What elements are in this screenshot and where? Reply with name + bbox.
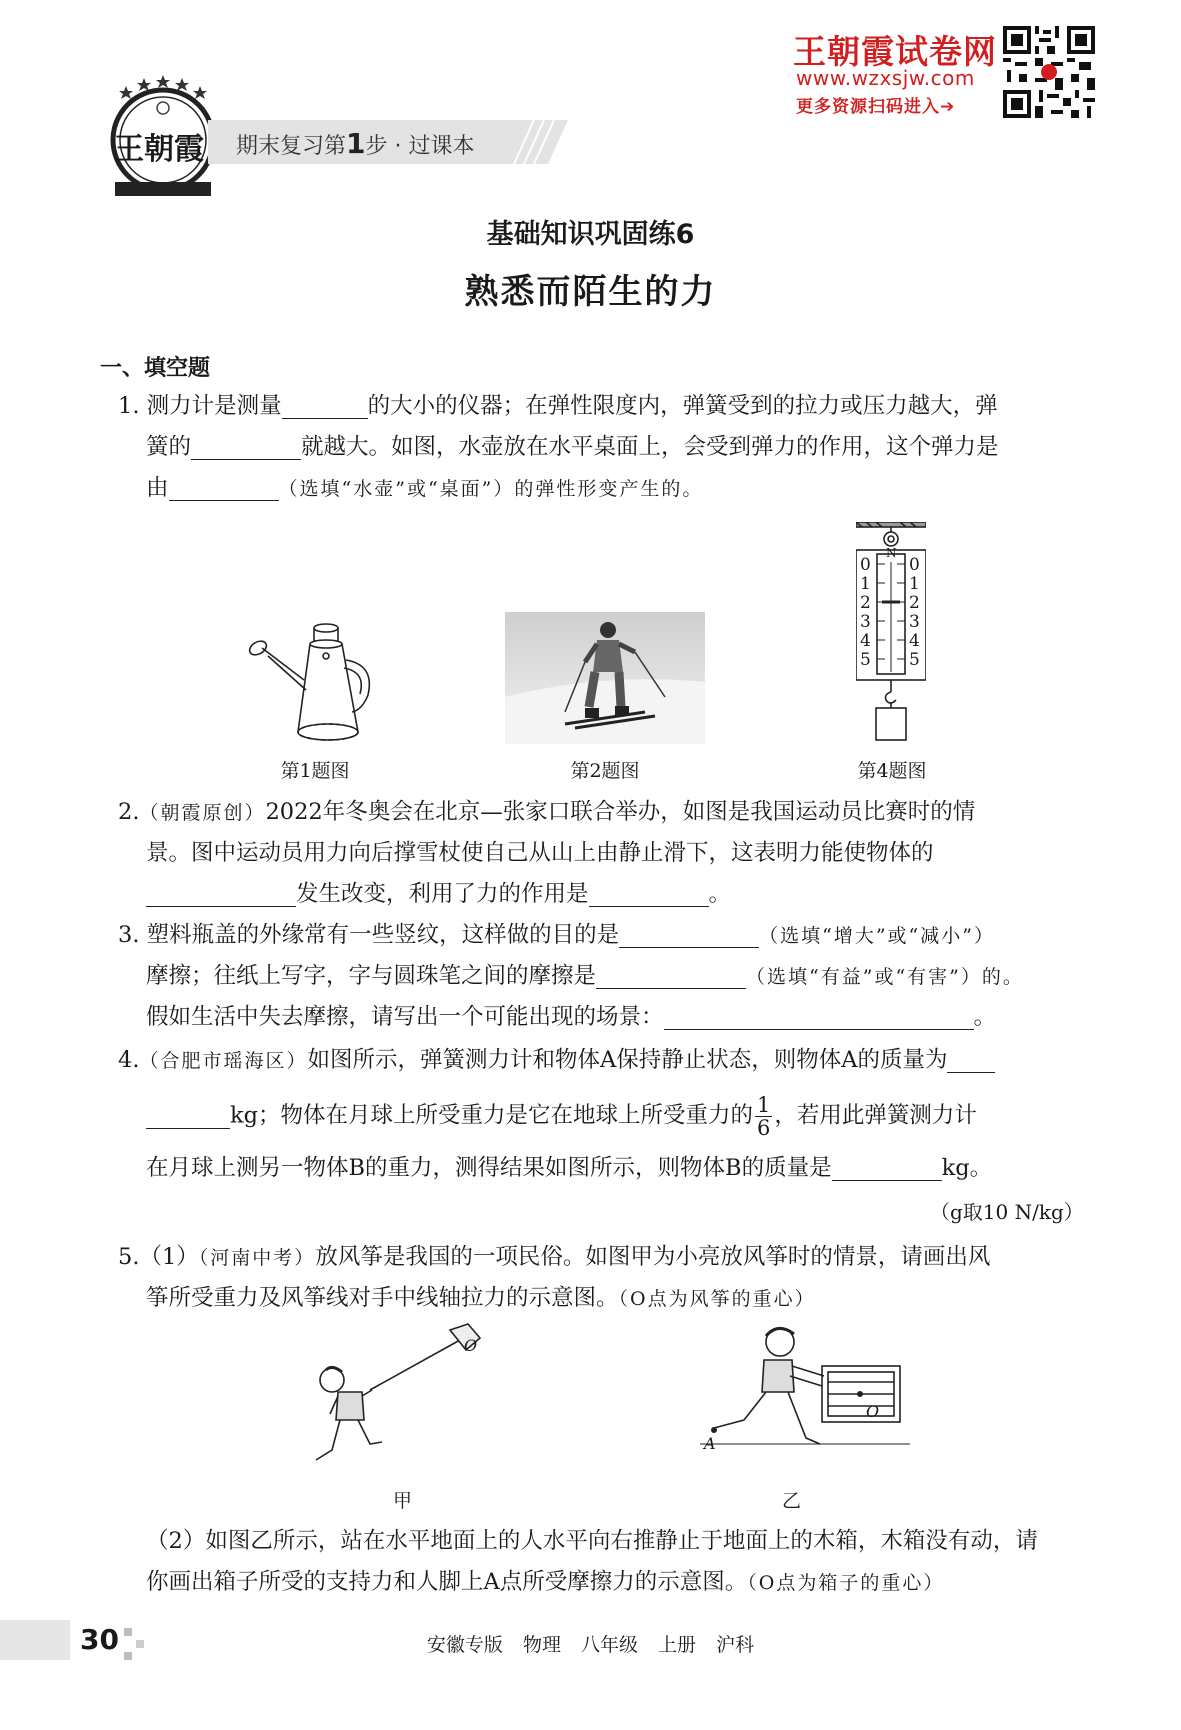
q3-line2: 摩擦；往纸上写字，字与圆珠笔之间的摩擦是 （选填“有益”或“有害”）的。: [146, 963, 1024, 989]
kite-figure: [310, 1320, 490, 1480]
q4-line2: kg；物体在月球上所受重力是它在地球上所受重力的 $\frac{1}{6}$ ，若用此弹簧测力计: [146, 1094, 977, 1139]
scale-unit-label: N: [886, 546, 897, 560]
step-label: 期末复习第1步 · 过课本: [236, 127, 475, 160]
q2-blank1[interactable]: [146, 880, 296, 907]
kite-label-O: O: [464, 1336, 478, 1355]
q4-blank1b[interactable]: [146, 1102, 230, 1129]
q2-line1: 2.（朝霞原创）2022年冬奥会在北京—张家口联合举办，如图是我国运动员比赛时的情: [118, 799, 976, 825]
section-heading: 一、填空题: [100, 356, 211, 381]
logo-text: 王朝霞: [114, 132, 204, 167]
brand-title: 王朝霞试卷网: [793, 32, 997, 71]
q3-line3: 假如生活中失去摩擦，请写出一个可能出现的场景： 。: [146, 1004, 997, 1030]
q3-blank3[interactable]: [664, 1003, 974, 1030]
q2-line3: 发生改变，利用了力的作用是 。: [146, 874, 731, 915]
watering-can-figure: [240, 620, 380, 750]
page-number: 30: [80, 1623, 119, 1656]
box-label-O: O: [866, 1402, 880, 1421]
page-subtitle: 基础知识巩固练6: [486, 219, 695, 250]
q3-blank1[interactable]: [619, 921, 759, 948]
book-info: 安徽专版 物理 八年级 上册 沪科: [426, 1634, 755, 1656]
q4-blank2[interactable]: [832, 1154, 942, 1181]
q1-blank1[interactable]: [282, 392, 368, 419]
fig-jia-label: 甲: [393, 1490, 413, 1512]
q1-blank3[interactable]: [169, 474, 279, 501]
brand-scan-text: 更多资源扫码进入➔: [796, 97, 956, 117]
q2-blank2[interactable]: [589, 880, 709, 907]
q1-line1: 1. 测力计是测量 的大小的仪器；在弹性限度内，弹簧受到的拉力或压力越大，弹: [118, 393, 998, 419]
skier-photo: [505, 612, 705, 744]
fig2-caption: 第2题图: [570, 760, 640, 782]
page-title: 熟悉而陌生的力: [464, 272, 717, 312]
q4-line3: 在月球上测另一物体B的重力，测得结果如图所示，则物体B的质量是 kg。: [146, 1155, 993, 1181]
q1-line3: 由 （选填“水壶”或“桌面”）的弹性形变产生的。: [146, 475, 704, 501]
q3-line1: 3. 塑料瓶盖的外缘常有一些竖纹，这样做的目的是 （选填“增大”或“减小”）: [118, 922, 995, 948]
scale-ticks-right: 0 1 2 3 4 5: [909, 555, 920, 670]
q4-line1: 4.（合肥市瑶海区）如图所示，弹簧测力计和物体A保持静止状态，则物体A的质量为: [118, 1040, 995, 1082]
q3-blank2[interactable]: [596, 962, 746, 989]
fig1-caption: 第1题图: [280, 760, 350, 782]
foot-label-A: A: [704, 1434, 716, 1453]
fraction-one-sixth: $\frac{1}{6}$: [757, 1093, 771, 1140]
q5-part1-line1: 5.（1）（河南中考）放风筝是我国的一项民俗。如图甲为小亮放风筝时的情景，请画出风: [118, 1244, 991, 1270]
q5-part2-line2: 你画出箱子所受的支持力和人脚上A点所受摩擦力的示意图。（O点为箱子的重心）: [146, 1569, 945, 1595]
q1-line2: 簧的 就越大。如图，水壶放在水平桌面上，会受到弹力的作用，这个弹力是: [146, 434, 999, 460]
q1-blank2[interactable]: [191, 433, 301, 460]
q4-note: （g取10 N/kg）: [930, 1200, 1084, 1224]
pushing-box-figure: [700, 1320, 910, 1480]
brand-url[interactable]: www.wzxsjw.com: [796, 66, 975, 90]
fig-yi-label: 乙: [782, 1490, 802, 1512]
qr-code-icon[interactable]: [1003, 26, 1095, 118]
q5-part1-line2: 筝所受重力及风筝线对手中线轴拉力的示意图。（O点为风筝的重心）: [146, 1285, 816, 1311]
q4-blank1a[interactable]: [947, 1046, 995, 1073]
fig4-caption: 第4题图: [857, 760, 927, 782]
scale-ticks-left: 0 1 2 3 4 5: [860, 555, 871, 670]
q2-line2: 景。图中运动员用力向后撑雪杖使自己从山上由静止滑下，这表明力能使物体的: [146, 840, 934, 866]
q5-part2-line1: （2）如图乙所示，站在水平地面上的人水平向右推静止于地面上的木箱，木箱没有动，请: [146, 1528, 1038, 1554]
